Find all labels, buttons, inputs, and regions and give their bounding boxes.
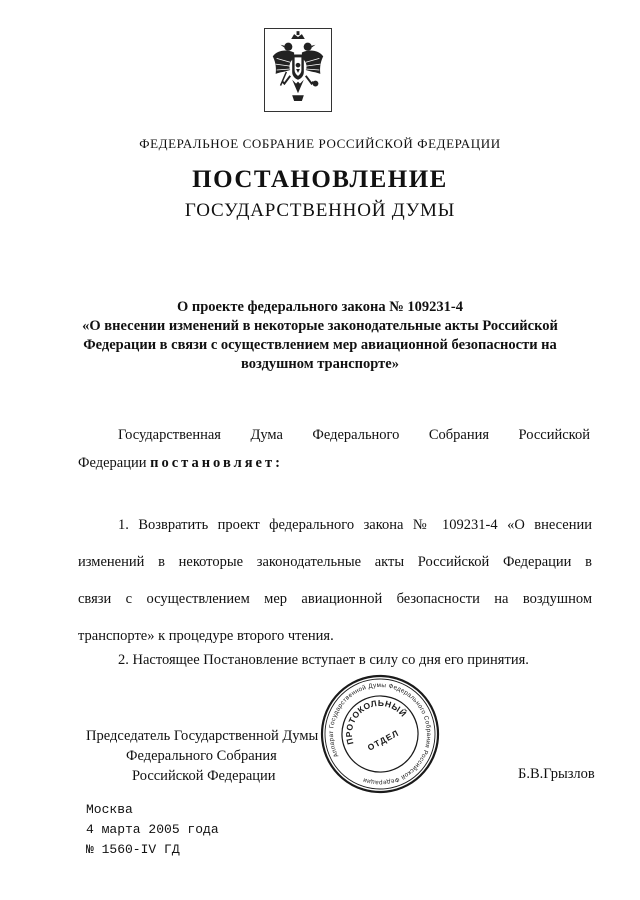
resolution-item-1	[78, 507, 592, 655]
footer-number: № 1560-IV ГД	[86, 842, 180, 857]
preamble-word: Федерации	[78, 455, 147, 471]
preamble-word: Дума	[250, 427, 283, 443]
document-subject	[60, 298, 580, 374]
assembly-name: ФЕДЕРАЛЬНОЕ СОБРАНИЕ РОССИЙСКОЙ ФЕДЕРАЦИИ	[139, 136, 501, 151]
stamp-ring-text: Аппарат Государственной Думы Федерального Собрания Российской Федерации	[327, 681, 433, 787]
preamble-verb: постановляет:	[150, 455, 283, 471]
preamble-line	[118, 427, 590, 444]
round-seal-icon	[318, 672, 442, 796]
signer-title-line: Председатель Государственной Думы	[86, 728, 319, 744]
official-stamp	[318, 672, 442, 796]
signer-title-line: Федерального Собрания	[126, 748, 277, 764]
document-issuer: ГОСУДАРСТВЕННОЙ ДУМЫ	[184, 200, 456, 221]
preamble-word: Российской	[518, 427, 590, 443]
coat-of-arms-emblem	[264, 28, 332, 112]
stamp-center-top-text: ПРОТОКОЛЬНЫЙ	[343, 697, 409, 746]
preamble-word: Собрания	[428, 427, 490, 443]
item-line: изменений в некоторые законодательные акты Российской Федерации в	[78, 554, 592, 570]
item-line: 1. Возвратить проект федерального закона № 109231-4 «О внесении	[118, 517, 592, 533]
double-headed-eagle-icon	[265, 29, 331, 111]
preamble-word: Федерального	[312, 427, 400, 443]
document-type-title: ПОСТАНОВЛЕНИЕ	[192, 166, 448, 193]
footer-place: Москва	[86, 802, 133, 817]
footer-date: 4 марта 2005 года	[86, 822, 219, 837]
resolution-item-2: 2. Настоящее Постановление вступает в силу со дня его принятия.	[118, 652, 529, 668]
document-footer	[86, 800, 219, 860]
preamble-word: Государственная	[118, 427, 221, 443]
svg-text:Аппарат Государственной Думы Ф	[318, 672, 442, 796]
signer-name: Б.В.Грызлов	[518, 766, 595, 782]
subject-line: «О внесении изменений в некоторые законодательные акты Российской	[82, 318, 558, 334]
stamp-center-bottom-text: ОТДЕЛ	[365, 727, 401, 753]
preamble-line	[78, 455, 283, 472]
signer-title-line: Российской Федерации	[132, 768, 276, 784]
svg-text:ПРОТОКОЛЬНЫЙ	[332, 685, 411, 748]
subject-line: О проекте федерального закона № 109231-4	[176, 299, 464, 315]
subject-line: воздушном транспорте»	[241, 356, 399, 372]
item-line: связи с осуществлением мер авиационной безопасности на воздушном	[78, 591, 592, 607]
subject-line: Федерации в связи с осуществлением мер авиационной безопасности на	[83, 337, 557, 353]
signer-title	[86, 726, 318, 786]
item-line: транспорте» к процедуре второго чтения.	[78, 628, 334, 644]
